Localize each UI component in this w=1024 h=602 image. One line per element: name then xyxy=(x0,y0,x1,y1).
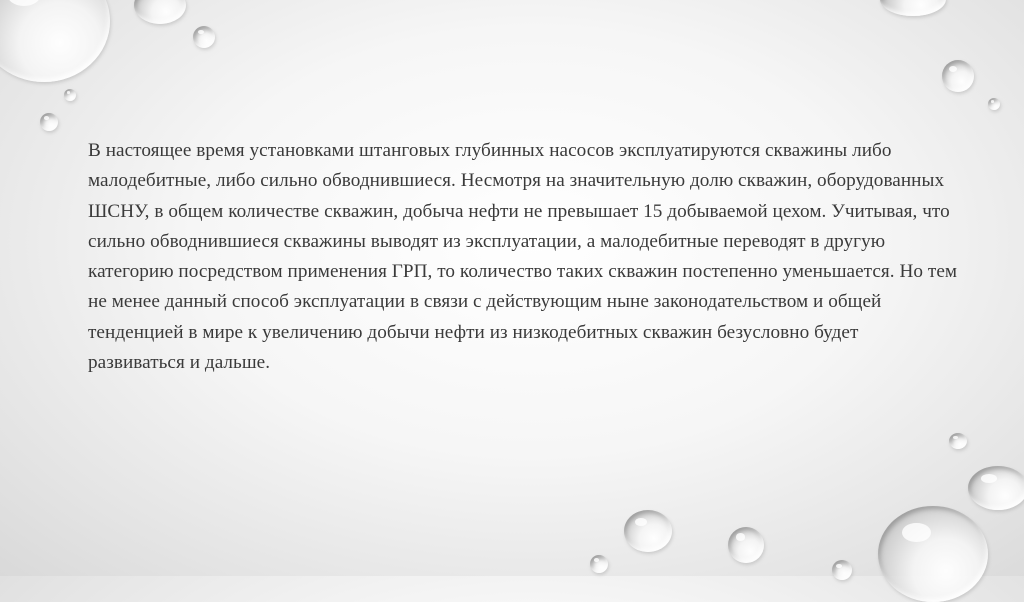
water-drop-decoration xyxy=(880,0,946,16)
water-drop-decoration xyxy=(40,113,58,131)
water-drop-decoration xyxy=(832,560,852,580)
water-drop-decoration xyxy=(968,466,1024,510)
water-drop-decoration xyxy=(64,89,76,101)
water-drop-decoration xyxy=(988,98,1000,110)
water-drop-decoration xyxy=(942,60,974,92)
water-drop-decoration xyxy=(878,506,988,602)
water-drop-decoration xyxy=(949,433,967,449)
slide-body-text: В настоящее время установками штанговых глубинных насосов эксплуатируются скважины либо малодебитные, либо сильно обводнившиеся. Несмотря на значительную долю скважин, оборудованных ШСНУ, в общем количестве скважин, добыча нефти не превышает 15 добываемой цехом. Учитывая, что сильно обводнившиеся скважины выводят из эксплуатации, а малодебитные переводят в другую категорию посредством применения ГРП, то количество таких скважин постепенно уменьшается. Но тем не менее данный способ эксплуатации в связи с действующим ныне законодательством и общей тенденцией в мире к увеличению добычи нефти из низкодебитных скважин безусловно будет развиваться и дальше. xyxy=(88,140,958,374)
water-drop-decoration xyxy=(134,0,186,24)
water-drop-decoration xyxy=(193,26,215,48)
water-drop-decoration xyxy=(728,527,764,563)
water-drop-decoration xyxy=(624,510,672,552)
water-drop-decoration xyxy=(0,0,110,82)
water-drop-decoration xyxy=(590,555,608,573)
